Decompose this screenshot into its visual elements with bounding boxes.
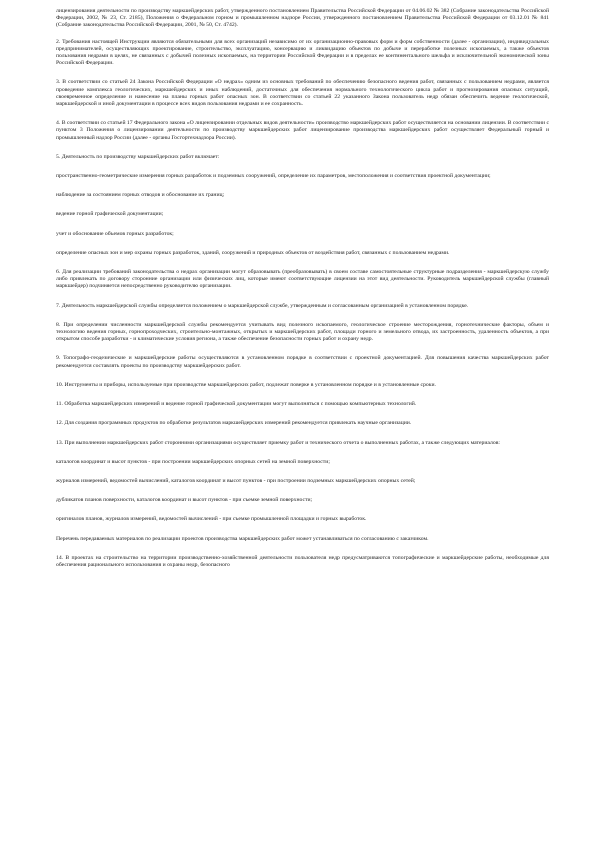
document-body [56, 8, 549, 581]
paragraph-12: 12. Для создания программных продуктов по обработке результатов маркшейдерских измерений рекомендуется привлекать научные организации. [56, 420, 412, 427]
paragraph-2: 2. Требования настоящей Инструкции являются обязательными для всех организаций независимо от их организационно-правовых форм и форм собственности (далее - организации), индивидуальных предпринимателей, осуществляющих проектирование, строительство, эксплуатацию, консервацию и ликвидацию объектов по добыче и переработке полезных ископаемых, а также объектов пользования недрами в целях, не связанных с добычей полезных ископаемых, на территории Российской Федерации и в пределах ее континентального шельфа и исключительной экономической зоны Российской Федерации. [56, 38, 549, 67]
paragraph-14: 14. В проектах на строительство на территории производственно-хозяйственной деятельности пользователя недр предусматриваются топографические и маркшейдерские работы, необходимые для обеспечения рационального использования и охраны недр, безопасного [56, 554, 549, 568]
paragraph-6: 6. Для реализации требований законодательства о недрах организации могут образовывать (преобразовывать) в своем составе самостоятельные структурные подразделения - маркшейдерскую службу либо привлекать по договору сторонние организации или физических лиц, которые имеют соответствующие лицензии на этот вид деятельности. Руководитель маркшейдерской службы (главный маркшейдер) подчиняется непосредственно руководителю организации. [56, 269, 549, 290]
paragraph-4: 4. В соответствии со статьей 17 Федерального закона «О лицензировании отдельных видов деятельности» производство маркшейдерских работ осуществляется на основании лицензии. В соответствии с пунктом 3 Положения о лицензировании деятельности по производству маркшейдерских работ лицензирование производства маркшейдерских работ осуществляет Федеральный горный и промышленный надзор России (далее - органы Госгортехнадзора России). [56, 120, 549, 141]
paragraph-13: 13. При выполнении маркшейдерских работ сторонними организациями осуществляет приемку работ и технического отчета о выполненных работах, а также следующих материалов: [56, 439, 500, 446]
paragraph-5: 5. Деятельность по производству маркшейдерских работ включает: [56, 153, 220, 160]
list-item-duplicates: дубликатов планов поверхности, каталогов координат и высот пунктов - при съемке земной поверхности; [56, 497, 313, 504]
list-item-documentation: ведение горной графической документации; [56, 211, 164, 218]
paragraph-intro: лицензирования деятельности по производству маркшейдерских работ, утвержденного постановлением Правительства Российской Федерации от 04.06.02 № 382 (Собрание законодательства Российской Федерации, 2002, № 23, Ст. 2185), Положения о Федеральном горном и промышленном надзоре России, утвержденного постановлением Правительства Российской Федерации от 03.12.01 № 841 (Собрание законодательства Российской Федерации, 2001, № 50, Ст. 4742). [56, 8, 549, 29]
paragraph-11: 11. Обработка маркшейдерских измерений и ведение горной графической документации могут выполняться с помощью компьютерных технологий. [56, 401, 417, 408]
paragraph-8: 8. При определении численности маркшейдерской службы рекомендуется учитывать вид полезного ископаемого, геологическое строение месторождения, горнотехнические факторы, объем и технологию ведения горных, горнопроходческих, строительно-монтажных, открытых и маркшейдерских работ, площади горного и земельного отвода, их застроенность, удаленность объектов, а при открытом способе разработки - и климатические условия региона, а также обеспечение безопасности горных работ и охрану недр. [56, 321, 549, 343]
paragraph-10: 10. Инструменты и приборы, используемые при производстве маркшейдерских работ, подлежат поверке в установленном порядке и в установленные сроки. [56, 381, 436, 388]
paragraph-7: 7. Деятельность маркшейдерской службы определяется положением о маркшейдерской службе, утвержденным и согласованным организацией в установленном порядке. [56, 302, 469, 309]
paragraph-3: 3. В соответствии со статьей 24 Закона Российской Федерации «О недрах» одним из основных требований по обеспечению безопасного ведения работ, связанных с пользованием недрами, является проведение комплекса геологических, маркшейдерских и иных наблюдений, достаточных для обеспечения нормального технологического цикла работ и прогнозирования опасных ситуаций, своевременное определение и нанесение на планы горных работ опасных зон. В соответствии со статьей 22 указанного Закона пользователь недр обязан обеспечить ведение геологической, маркшейдерской и иной документации в процессе всех видов пользования недрами и ее сохранность. [56, 79, 549, 108]
list-item-measurements: пространственно-геометрические измерения горных разработок и подземных сооружений, определение их параметров, местоположения и соответствия проектной документации; [56, 173, 491, 180]
list-item-danger-zones: определение опасных зон и мер охраны горных разработок, зданий, сооружений и природных объектов от воздействия работ, связанных с пользованием недрами. [56, 249, 450, 256]
list-item-catalogs: каталогов координат и высот пунктов - при построении маркшейдерских опорных сетей на земной поверхности; [56, 458, 330, 465]
list-item-journals: журналов измерений, ведомостей вычислений, каталогов координат и высот пунктов - при построении подземных маркшейдерских опорных сетей; [56, 477, 416, 484]
list-item-accounting: учет и обоснование объемов горных разработок; [56, 230, 174, 237]
paragraph-9: 9. Топографо-геодезические и маркшейдерские работы осуществляются в установленном порядке в соответствии с проектной документацией. Для повышения качества маркшейдерских работ рекомендуется составлять проекты по производству маркшейдерских работ. [56, 355, 549, 369]
list-item-originals: оригиналов планов, журналов измерений, ведомостей вычислений - при съемке промышленной площадки и горных выработок. [56, 516, 367, 523]
paragraph-materials-list: Перечень передаваемых материалов по реализации проектов производства маркшейдерских работ может устанавливаться по согласованию с заказчиком. [56, 535, 429, 542]
list-item-observation: наблюдение за состоянием горных отводов и обоснование их границ; [56, 192, 225, 199]
